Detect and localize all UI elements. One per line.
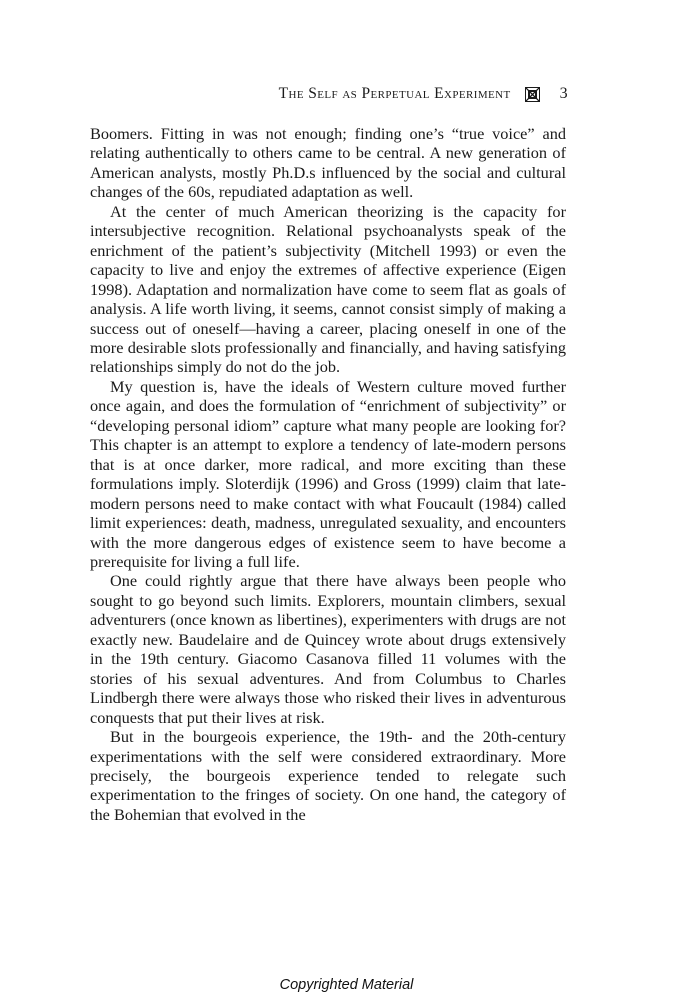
paragraph-5: But in the bourgeois experience, the 19th- and the 20th-century experimentations with the self were considered extraordinary. More precisely, the bourgeois experience tended to relegate such experimentation to the fringes of society. On one hand, the category of the Bohemian that evolved in the [90, 727, 566, 824]
running-head [90, 82, 568, 106]
paragraph-4: One could rightly argue that there have always been people who sought to go beyond such limits. Explorers, mountain climbers, sexual adventurers (once known as libertines), experimenters with drugs are not exactly new. Baudelaire and de Quincey wrote about drugs extensively in the 19th century. Giacomo Casanova filled 11 volumes with the stories of his sexual adventures. And from Columbus to Charles Lindbergh there were always those who risked their lives in adventurous conquests that put their lives at risk. [90, 571, 566, 727]
square-knot-ornament-icon [525, 87, 540, 102]
paragraph-1: Boomers. Fitting in was not enough; finding one’s “true voice” and relating authentically to others came to be central. A new generation of American analysts, mostly Ph.D.s influenced by the social and cultural changes of the 60s, repudiated adaptation as well. [90, 124, 566, 202]
body-text [90, 124, 566, 824]
paragraph-2: At the center of much American theorizing is the capacity for intersubjective recognition. Relational psychoanalysts speak of the enrichment of the patient’s subjectivity (Mitchell 1993) or even the capacity to live and enjoy the extremes of affective experience (Eigen 1998). Adaptation and normalization have come to seem flat as goals of analysis. A life worth living, it seems, cannot consist simply of making a success out of oneself—having a career, placing oneself in one of the more desirable slots professionally and financially, and having satisfying relationships simply do not do the job. [90, 201, 566, 377]
page-number: 3 [559, 85, 568, 102]
copyright-notice: Copyrighted Material [279, 977, 414, 993]
paragraph-3: My question is, have the ideals of Western culture moved further once again, and does the formulation of “enrichment of subjectivity” or “developing personal idiom” capture what many people are looking for? This chapter is an attempt to explore a tendency of late-modern persons that is at once darker, more radical, and more exciting than these formulations imply. Sloterdijk (1996) and Gross (1999) claim that late-modern persons need to make contact with what Foucault (1984) called limit experiences: death, madness, unregulated sexuality, and encounters with the more dangerous edges of existence seem to have become a prerequisite for living a full life. [90, 376, 566, 571]
running-title: The Self as Perpetual Experiment [278, 85, 511, 102]
